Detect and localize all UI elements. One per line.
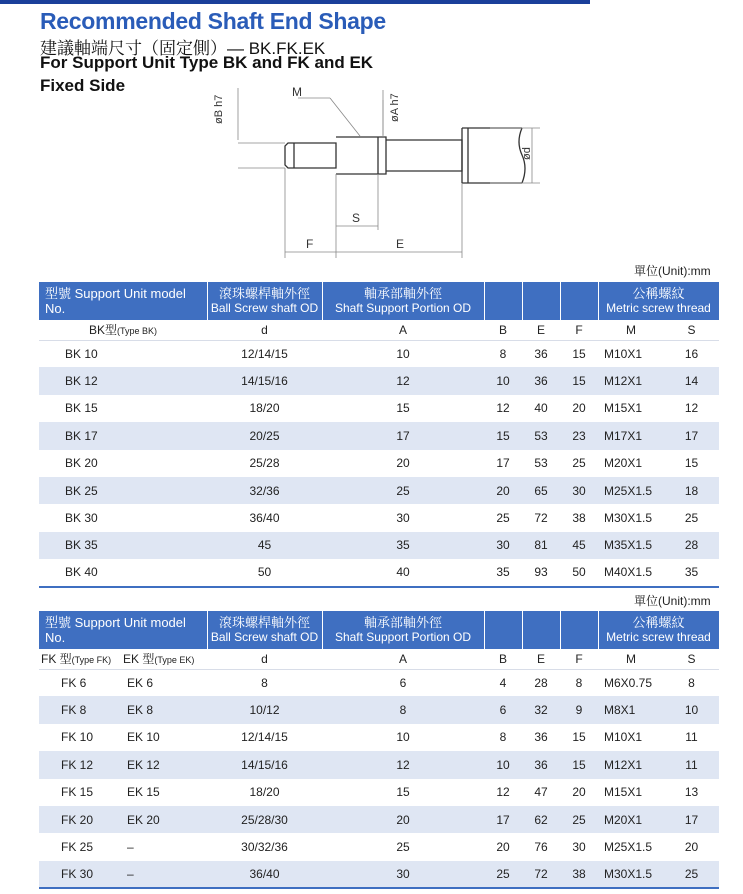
- cell-model: BK 15: [39, 395, 207, 422]
- header-blank: [560, 282, 598, 320]
- cell-a: 20: [322, 450, 484, 477]
- cell-ek: –: [121, 861, 207, 888]
- cell-s: 28: [664, 532, 719, 559]
- sub-b: B: [484, 649, 522, 669]
- cell-fk: FK 25: [39, 833, 121, 860]
- cell-ek: –: [121, 833, 207, 860]
- cell-m: M20X1: [598, 806, 664, 833]
- cell-d: 14/15/16: [207, 367, 322, 394]
- cell-d: 25/28: [207, 450, 322, 477]
- cell-m: M10X1: [598, 340, 664, 367]
- header-thread: 公稱螺紋 Metric screw thread: [598, 611, 719, 649]
- cell-fk: FK 8: [39, 696, 121, 723]
- unit-label-bk: 單位(Unit):mm: [634, 264, 711, 278]
- cell-e: 40: [522, 395, 560, 422]
- cell-m: M6X0.75: [598, 669, 664, 696]
- label-f: F: [306, 237, 314, 251]
- cell-d: 14/15/16: [207, 751, 322, 778]
- label-m: M: [292, 85, 302, 99]
- cell-model: BK 12: [39, 367, 207, 394]
- label-s: S: [352, 211, 361, 225]
- top-rule: [0, 0, 590, 4]
- cell-d: 20/25: [207, 422, 322, 449]
- cell-a: 25: [322, 477, 484, 504]
- cell-e: 81: [522, 532, 560, 559]
- cell-m: M25X1.5: [598, 833, 664, 860]
- unit-label-fk: 單位(Unit):mm: [634, 594, 711, 608]
- cell-e: 28: [522, 669, 560, 696]
- cell-s: 20: [664, 833, 719, 860]
- cell-model: BK 10: [39, 340, 207, 367]
- cell-s: 14: [664, 367, 719, 394]
- sub-m: M: [598, 649, 664, 669]
- cell-b: 30: [484, 532, 522, 559]
- cell-model: BK 30: [39, 504, 207, 531]
- cell-model: BK 25: [39, 477, 207, 504]
- cell-m: M25X1.5: [598, 477, 664, 504]
- cell-m: M40X1.5: [598, 559, 664, 586]
- page-title: Recommended Shaft End Shape: [40, 8, 386, 34]
- header-blank: [484, 282, 522, 320]
- cell-b: 20: [484, 833, 522, 860]
- cell-a: 30: [322, 504, 484, 531]
- table-row: [39, 833, 719, 860]
- cell-d: 18/20: [207, 779, 322, 806]
- cell-a: 15: [322, 779, 484, 806]
- sub-f: F: [560, 320, 598, 340]
- cell-b: 12: [484, 779, 522, 806]
- cell-m: M10X1: [598, 724, 664, 751]
- header-shaft-od: 滾珠螺桿軸外徑 Ball Screw shaft OD: [207, 282, 322, 320]
- cell-f: 50: [560, 559, 598, 586]
- cell-s: 16: [664, 340, 719, 367]
- cell-d: 12/14/15: [207, 340, 322, 367]
- header-support-od: 軸承部軸外徑 Shaft Support Portion OD: [322, 611, 484, 649]
- cell-e: 53: [522, 422, 560, 449]
- cell-b: 10: [484, 751, 522, 778]
- table-row: [39, 395, 719, 422]
- cell-fk: FK 20: [39, 806, 121, 833]
- label-d: ød: [521, 147, 533, 160]
- cell-d: 50: [207, 559, 322, 586]
- cell-d: 36/40: [207, 861, 322, 888]
- table-row: [39, 422, 719, 449]
- cell-m: M17X1: [598, 422, 664, 449]
- cell-a: 10: [322, 340, 484, 367]
- table-row: [39, 504, 719, 531]
- label-b: øB h7: [213, 94, 225, 124]
- cell-m: M8X1: [598, 696, 664, 723]
- cell-e: 36: [522, 340, 560, 367]
- cell-ek: EK 12: [121, 751, 207, 778]
- cell-f: 20: [560, 779, 598, 806]
- header-shaft-od: 滾珠螺桿軸外徑 Ball Screw shaft OD: [207, 611, 322, 649]
- cell-e: 62: [522, 806, 560, 833]
- cell-m: M35X1.5: [598, 532, 664, 559]
- cell-s: 11: [664, 724, 719, 751]
- cell-d: 32/36: [207, 477, 322, 504]
- sub-b: B: [484, 320, 522, 340]
- cell-s: 25: [664, 861, 719, 888]
- cell-d: 12/14/15: [207, 724, 322, 751]
- cell-e: 72: [522, 504, 560, 531]
- cell-e: 36: [522, 751, 560, 778]
- sub-s: S: [664, 649, 719, 669]
- fixed-side-label: Fixed Side: [40, 76, 126, 95]
- table-row: [39, 367, 719, 394]
- cell-e: 93: [522, 559, 560, 586]
- sub-ek-type: EK 型(Type EK): [121, 649, 207, 669]
- header-model: 型號 Support Unit model No.: [39, 282, 207, 320]
- cell-ek: EK 10: [121, 724, 207, 751]
- table-row: [39, 779, 719, 806]
- cell-s: 17: [664, 422, 719, 449]
- cell-ek: EK 8: [121, 696, 207, 723]
- cell-fk: FK 30: [39, 861, 121, 888]
- cell-model: BK 17: [39, 422, 207, 449]
- table-row: [39, 696, 719, 723]
- cell-s: 8: [664, 669, 719, 696]
- table-row: [39, 477, 719, 504]
- cell-e: 36: [522, 724, 560, 751]
- cell-s: 13: [664, 779, 719, 806]
- label-a: øA h7: [389, 93, 401, 122]
- cell-m: M30X1.5: [598, 861, 664, 888]
- cell-e: 47: [522, 779, 560, 806]
- sub-s: S: [664, 320, 719, 340]
- fk-header-row: [39, 611, 719, 649]
- cell-e: 72: [522, 861, 560, 888]
- sub-d: d: [207, 649, 322, 669]
- sub-a: A: [322, 320, 484, 340]
- cell-b: 15: [484, 422, 522, 449]
- cell-b: 17: [484, 806, 522, 833]
- cell-a: 25: [322, 833, 484, 860]
- cell-e: 76: [522, 833, 560, 860]
- cell-b: 8: [484, 724, 522, 751]
- cell-ek: EK 6: [121, 669, 207, 696]
- bk-table: [39, 282, 720, 588]
- cell-d: 25/28/30: [207, 806, 322, 833]
- cell-m: M30X1.5: [598, 504, 664, 531]
- cell-d: 10/12: [207, 696, 322, 723]
- header-blank: [522, 611, 560, 649]
- cell-a: 30: [322, 861, 484, 888]
- cell-d: 30/32/36: [207, 833, 322, 860]
- cell-a: 6: [322, 669, 484, 696]
- table-row: [39, 861, 719, 888]
- cell-e: 36: [522, 367, 560, 394]
- table-row: [39, 532, 719, 559]
- cell-d: 36/40: [207, 504, 322, 531]
- cell-a: 20: [322, 806, 484, 833]
- cell-fk: FK 6: [39, 669, 121, 696]
- shaft-end-diagram: [200, 80, 560, 265]
- cell-s: 17: [664, 806, 719, 833]
- cell-f: 8: [560, 669, 598, 696]
- sub-f: F: [560, 649, 598, 669]
- cell-s: 12: [664, 395, 719, 422]
- cell-b: 35: [484, 559, 522, 586]
- cell-a: 35: [322, 532, 484, 559]
- cell-f: 30: [560, 833, 598, 860]
- table-row: [39, 340, 719, 367]
- cell-f: 25: [560, 806, 598, 833]
- sub-type: BK型(Type BK): [39, 320, 207, 340]
- cell-s: 11: [664, 751, 719, 778]
- bk-header-row: [39, 282, 719, 320]
- cell-s: 15: [664, 450, 719, 477]
- cell-s: 10: [664, 696, 719, 723]
- cell-a: 12: [322, 751, 484, 778]
- header-blank: [522, 282, 560, 320]
- cell-f: 9: [560, 696, 598, 723]
- cell-e: 32: [522, 696, 560, 723]
- header-blank: [484, 611, 522, 649]
- cell-s: 18: [664, 477, 719, 504]
- cell-a: 15: [322, 395, 484, 422]
- cell-a: 40: [322, 559, 484, 586]
- bk-subheader-row: [39, 320, 719, 340]
- cell-f: 15: [560, 367, 598, 394]
- cell-b: 12: [484, 395, 522, 422]
- cell-model: BK 40: [39, 559, 207, 586]
- cell-b: 4: [484, 669, 522, 696]
- cell-d: 18/20: [207, 395, 322, 422]
- cell-b: 17: [484, 450, 522, 477]
- cell-ek: EK 15: [121, 779, 207, 806]
- cell-f: 15: [560, 751, 598, 778]
- cell-fk: FK 15: [39, 779, 121, 806]
- sub-e: E: [522, 320, 560, 340]
- sub-e: E: [522, 649, 560, 669]
- cell-m: M20X1: [598, 450, 664, 477]
- table-row: [39, 450, 719, 477]
- cell-b: 6: [484, 696, 522, 723]
- cell-d: 45: [207, 532, 322, 559]
- sub-m: M: [598, 320, 664, 340]
- cell-b: 20: [484, 477, 522, 504]
- page-title-zh: 建議軸端尺寸（固定側）— BK.FK.EK: [40, 39, 326, 58]
- cell-f: 45: [560, 532, 598, 559]
- cell-b: 25: [484, 504, 522, 531]
- cell-f: 25: [560, 450, 598, 477]
- fk-subheader-row: [39, 649, 719, 669]
- cell-a: 10: [322, 724, 484, 751]
- cell-ek: EK 20: [121, 806, 207, 833]
- cell-model: BK 35: [39, 532, 207, 559]
- table-row: [39, 559, 719, 586]
- cell-a: 8: [322, 696, 484, 723]
- label-e: E: [396, 237, 405, 251]
- cell-b: 25: [484, 861, 522, 888]
- sub-a: A: [322, 649, 484, 669]
- cell-m: M15X1: [598, 779, 664, 806]
- cell-m: M12X1: [598, 367, 664, 394]
- cell-b: 8: [484, 340, 522, 367]
- cell-model: BK 20: [39, 450, 207, 477]
- cell-m: M15X1: [598, 395, 664, 422]
- page-subtitle: For Support Unit Type BK and FK and EK: [40, 53, 374, 72]
- cell-d: 8: [207, 669, 322, 696]
- fk-table: [39, 611, 720, 889]
- header-thread: 公稱螺紋 Metric screw thread: [598, 282, 719, 320]
- table-row: [39, 751, 719, 778]
- cell-fk: FK 10: [39, 724, 121, 751]
- header-support-od: 軸承部軸外徑 Shaft Support Portion OD: [322, 282, 484, 320]
- sub-fk-type: FK 型(Type FK): [39, 649, 121, 669]
- header-model: 型號 Support Unit model No.: [39, 611, 207, 649]
- table-row: [39, 806, 719, 833]
- cell-f: 15: [560, 724, 598, 751]
- cell-f: 20: [560, 395, 598, 422]
- cell-b: 10: [484, 367, 522, 394]
- cell-e: 53: [522, 450, 560, 477]
- table-row: [39, 669, 719, 696]
- cell-f: 30: [560, 477, 598, 504]
- cell-s: 25: [664, 504, 719, 531]
- cell-s: 35: [664, 559, 719, 586]
- table-row: [39, 724, 719, 751]
- cell-m: M12X1: [598, 751, 664, 778]
- cell-a: 12: [322, 367, 484, 394]
- cell-f: 15: [560, 340, 598, 367]
- sub-d: d: [207, 320, 322, 340]
- cell-a: 17: [322, 422, 484, 449]
- cell-f: 38: [560, 861, 598, 888]
- cell-fk: FK 12: [39, 751, 121, 778]
- cell-f: 38: [560, 504, 598, 531]
- cell-e: 65: [522, 477, 560, 504]
- cell-f: 23: [560, 422, 598, 449]
- header-blank: [560, 611, 598, 649]
